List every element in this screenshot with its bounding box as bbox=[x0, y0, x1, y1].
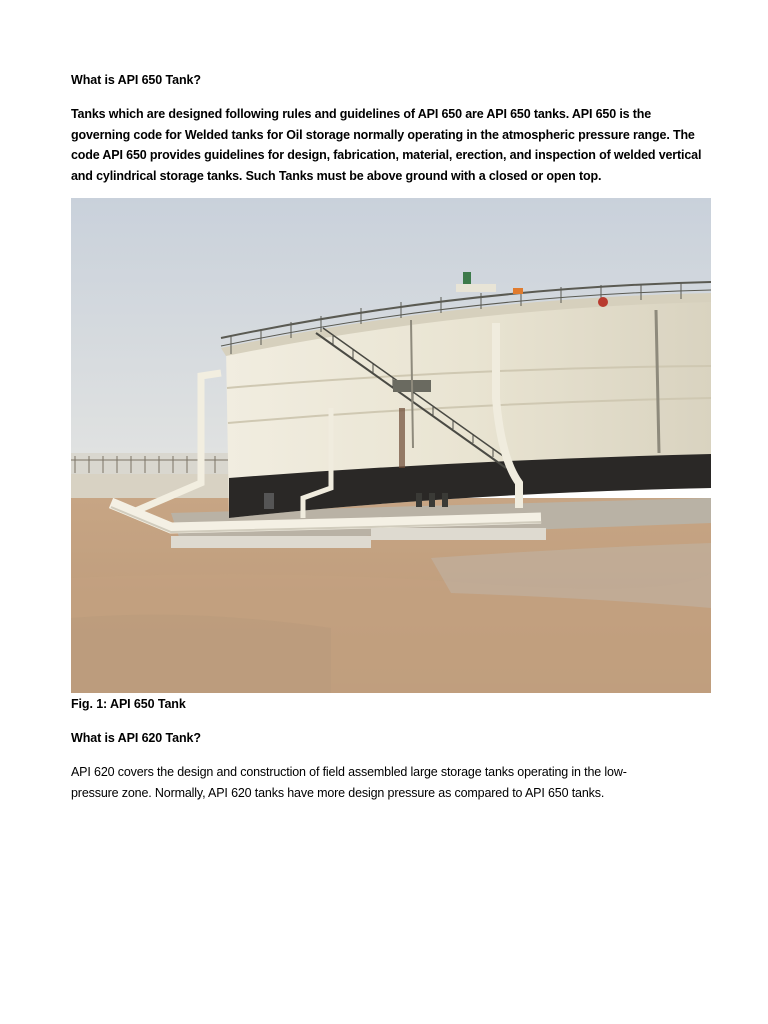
section-heading-api-620: What is API 620 Tank? bbox=[71, 731, 201, 745]
api-620-line-2: pressure zone. Normally, API 620 tanks have more design pressure as compared to API 650 tanks. bbox=[71, 785, 605, 800]
api-650-tank-photo bbox=[71, 198, 711, 693]
api-650-line-3: code API 650 provides guidelines for design, fabrication, material, erection, and inspection of welded vertical bbox=[71, 148, 702, 162]
api-650-line-2: governing code for Welded tanks for Oil storage normally operating in the atmospheric pressure range. The bbox=[71, 127, 695, 142]
api-620-description bbox=[71, 762, 711, 803]
api-650-description bbox=[71, 104, 711, 186]
api-620-line-1: API 620 covers the design and construction of field assembled large storage tanks operating in the low- bbox=[71, 765, 627, 779]
section-heading-api-650: What is API 650 Tank? bbox=[71, 73, 201, 87]
figure-caption: Fig. 1: API 650 Tank bbox=[71, 697, 186, 711]
api-650-line-1: Tanks which are designed following rules and guidelines of API 650 are API 650 tanks. API 650 is the bbox=[71, 107, 652, 121]
api-650-line-4: and cylindrical storage tanks. Such Tanks must be above ground with a closed or open top. bbox=[71, 168, 602, 183]
